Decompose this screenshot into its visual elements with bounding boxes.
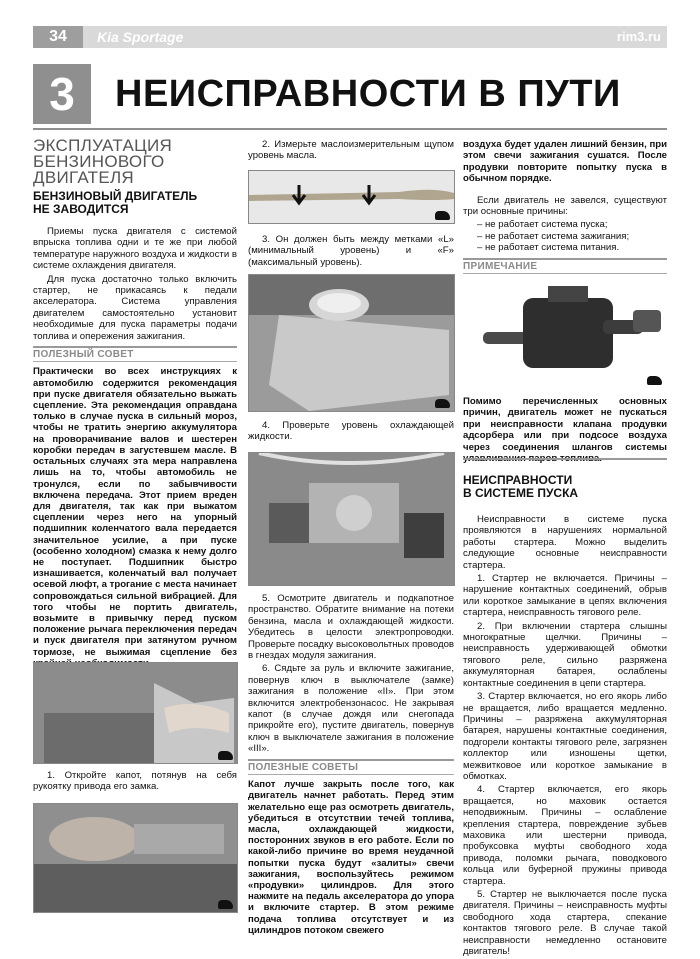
column-right-top [463, 139, 667, 278]
car-icon [218, 751, 233, 760]
continued-tip-text: воздуха будет удален лишний бензин, при этом свечи зажигания сушатся. После продувки повторите попытку пуска в обычном порядке. [463, 139, 667, 185]
column-middle-body [248, 593, 454, 938]
list-item: – не работает система питания. [477, 242, 620, 254]
paragraph: Для пуска достаточно только включить стартер, не прикасаясь к педали акселератора. Система управления двигателем самостоятельно установит необходимые для пуска параметры подачи топлива и опережения зажигания. [33, 273, 237, 342]
tip-text: Практически во всех инструкциях к автомобилю содержится рекомендация при пуске двигателя обязательно выжать сцепление. Эта рекомендация оправдана только в случае пуска в сильный мороз, чтобы не тратить энергию аккумулятора на проворачивание валов и шестерен коробки передач в загустевшем масле. В остальных случаях эта мера направлена лишь на то, чтобы автомобиль не тронулся, если по забывчивости включена передача. Этот прием вреден для двигателя, так как при выжатом сцеплении через него на упорный подшипник коленчатого вала передается значительное усилие, а при пуске (особенно холодном) смазка к нему долго не поступает. Подшипник быстро изнашивается, коленчатый вал получает осевой люфт, а трогание с места начинает сопровождаться сильной вибрацией. Для того чтобы не портить двигатель, возьмите в привычку перед пуском положение рычага переключения передач и пуск двигателя при затянутом ручном тормозе, не выжимая сцепление без [33, 366, 237, 658]
photo-hood-release [33, 662, 238, 764]
causes-list [463, 219, 667, 253]
hood-latch-illustration [34, 804, 237, 912]
starter-item-4: 4. Стартер включается, его якорь вращается, но маховик остается неподвижным. Причины – ослабление крепления стартера, повреждение зубьев маховика или шестерни привода, пробуксовка муфты свободного хода привода, поломки рычага, поводкового кольца или буферной пружины привода стартера. [463, 784, 667, 887]
page-number: 34 [33, 26, 83, 48]
engine-bay-illustration [249, 453, 454, 585]
car-icon [218, 900, 233, 909]
step-5-text: 5. Осмотрите двигатель и подкапотное пространство. Обратите внимание на потеки бензина, масла и охлаждающей жидкости. Убедитесь в целости электропроводки. Проверьте посадку высоковольтных проводов в гнездах модуля зажигания. [248, 593, 454, 662]
car-icon [435, 211, 450, 220]
photo-hood-latch [33, 803, 238, 913]
column-left [33, 138, 237, 671]
step-4-text: 4. Проверьте уровень охлаждающей жидкости. [248, 420, 454, 443]
starter-item-5: 5. Стартер не выключается после пуска двигателя. Причины – неисправность муфты свободного хода стартера, спекание контактов тягового реле. В случае такой неисправности немедленно остановите двигатель! [463, 889, 667, 958]
car-icon [435, 399, 450, 408]
section-title: ЭКСПЛУАТАЦИЯ БЕНЗИНОВОГО ДВИГАТЕЛЯ [33, 136, 173, 187]
column-right-bottom [463, 474, 667, 959]
note-label: ПРИМЕЧАНИЕ [463, 258, 667, 274]
starter-intro: Неисправности в системе пуска проявляются в нарушениях нормальной работы стартера. Можно выделить следующие основные неисправности стартера. [463, 514, 667, 571]
paragraph: Приемы пуска двигателя с системой впрыска топлива одни и те же при любой температуре наружного воздуха и жидкости в системе охлаждения двигателя. [33, 226, 237, 272]
caption-1: 1. Откройте капот, потянув на себя рукоятку привода его замка. [33, 770, 237, 793]
causes-intro: Если двигатель не завелся, существуют три основные причины: [463, 194, 667, 218]
step-6-text: 6. Сядьте за руль и включите зажигание, повернув ключ в выключателе (замке) зажигания в положение «II». При этом включится электробензонасос. Не закрывая капот (в случае дождя или снегопада прикройте его), пустите двигатель, повернув ключ в выключателе зажигания в положение «III». [248, 663, 454, 755]
step-2-text: 2. Измерьте маслоизмерительным щупом уровень масла. [248, 139, 454, 162]
tips-text: Капот лучше закрыть после того, как двигатель начнет работать. Перед этим желательно еще раз осмотреть двигатель, убедиться в отсутствии течей топлива, масла, охлаждающей жидкости, посторонних звуков в его работе. Если по какой-либо причине во время неудачной попытки пуска будут «залиты» свечи зажигания, воспользуйтесь режимом «продувки» цилиндров. Для этого нажмите на педаль акселератора до упора и включите стартер. В этом режиме подача топлива отсутствует и из цилиндров потоком свежего [248, 779, 454, 936]
coolant-reservoir-illustration [249, 275, 454, 411]
step-3-text: 3. Он должен быть между метками «L» (минимальный уровень) и «F» (максимальный уровень). [248, 234, 454, 268]
photo-dipstick [248, 170, 455, 224]
starter-item-1: 1. Стартер не включается. Причины – нарушение контактных соединений, обрыв или короткое замыкание в цепях включения стартера, неисправность тягового реле. [463, 573, 667, 619]
note-text: Помимо перечисленных основных причин, двигатель может не пускаться при неисправности клапана продувки адсорбера или при подсосе воздуха через соединения шлангов системы [463, 396, 667, 453]
starter-section-title: НЕИСПРАВНОСТИ В СИСТЕМЕ ПУСКА [463, 473, 579, 500]
note-text-block [463, 396, 667, 466]
photo-purge-valve [463, 280, 666, 388]
list-item: – не работает система пуска; [477, 219, 608, 231]
chapter-title: НЕИСПРАВНОСТИ В ПУТИ [115, 73, 621, 115]
chapter-divider [33, 128, 667, 130]
tips-label: ПОЛЕЗНЫЕ СОВЕТЫ [248, 759, 454, 775]
starter-item-3: 3. Стартер включается, но его якорь либо не вращается, либо вращается медленно. Причины – разряжена аккумуляторная батарея, нарушены контактные соединения, подгорели контакты тягового реле, загрязнен коллектор или изношены щетки, межвитковое или короткое замыкание в обмотках. [463, 691, 667, 782]
page-header [33, 26, 667, 48]
subsection-title: БЕНЗИНОВЫЙ ДВИГАТЕЛЬ НЕ ЗАВОДИТСЯ [33, 189, 198, 216]
chapter-number: 3 [33, 64, 91, 124]
tip-label: ПОЛЕЗНЫЙ СОВЕТ [33, 346, 237, 362]
site-label: rim3.ru [616, 29, 661, 44]
list-item: – не работает система зажигания; [477, 230, 630, 242]
hood-release-illustration [34, 663, 237, 763]
note-divider [463, 458, 667, 460]
dipstick-illustration [249, 171, 454, 223]
photo-coolant [248, 274, 455, 412]
purge-valve-illustration [463, 280, 666, 388]
brand-label: Kia Sportage [97, 29, 184, 45]
car-icon [647, 376, 662, 385]
photo-engine-bay [248, 452, 455, 586]
starter-item-2: 2. При включении стартера слышны многократные щелчки. Причины – неисправность удерживающей обмотки тягового реле, сильно разряжена аккумуляторная батарея, ослаблены контактные соединения в цепи стартера. [463, 620, 667, 689]
